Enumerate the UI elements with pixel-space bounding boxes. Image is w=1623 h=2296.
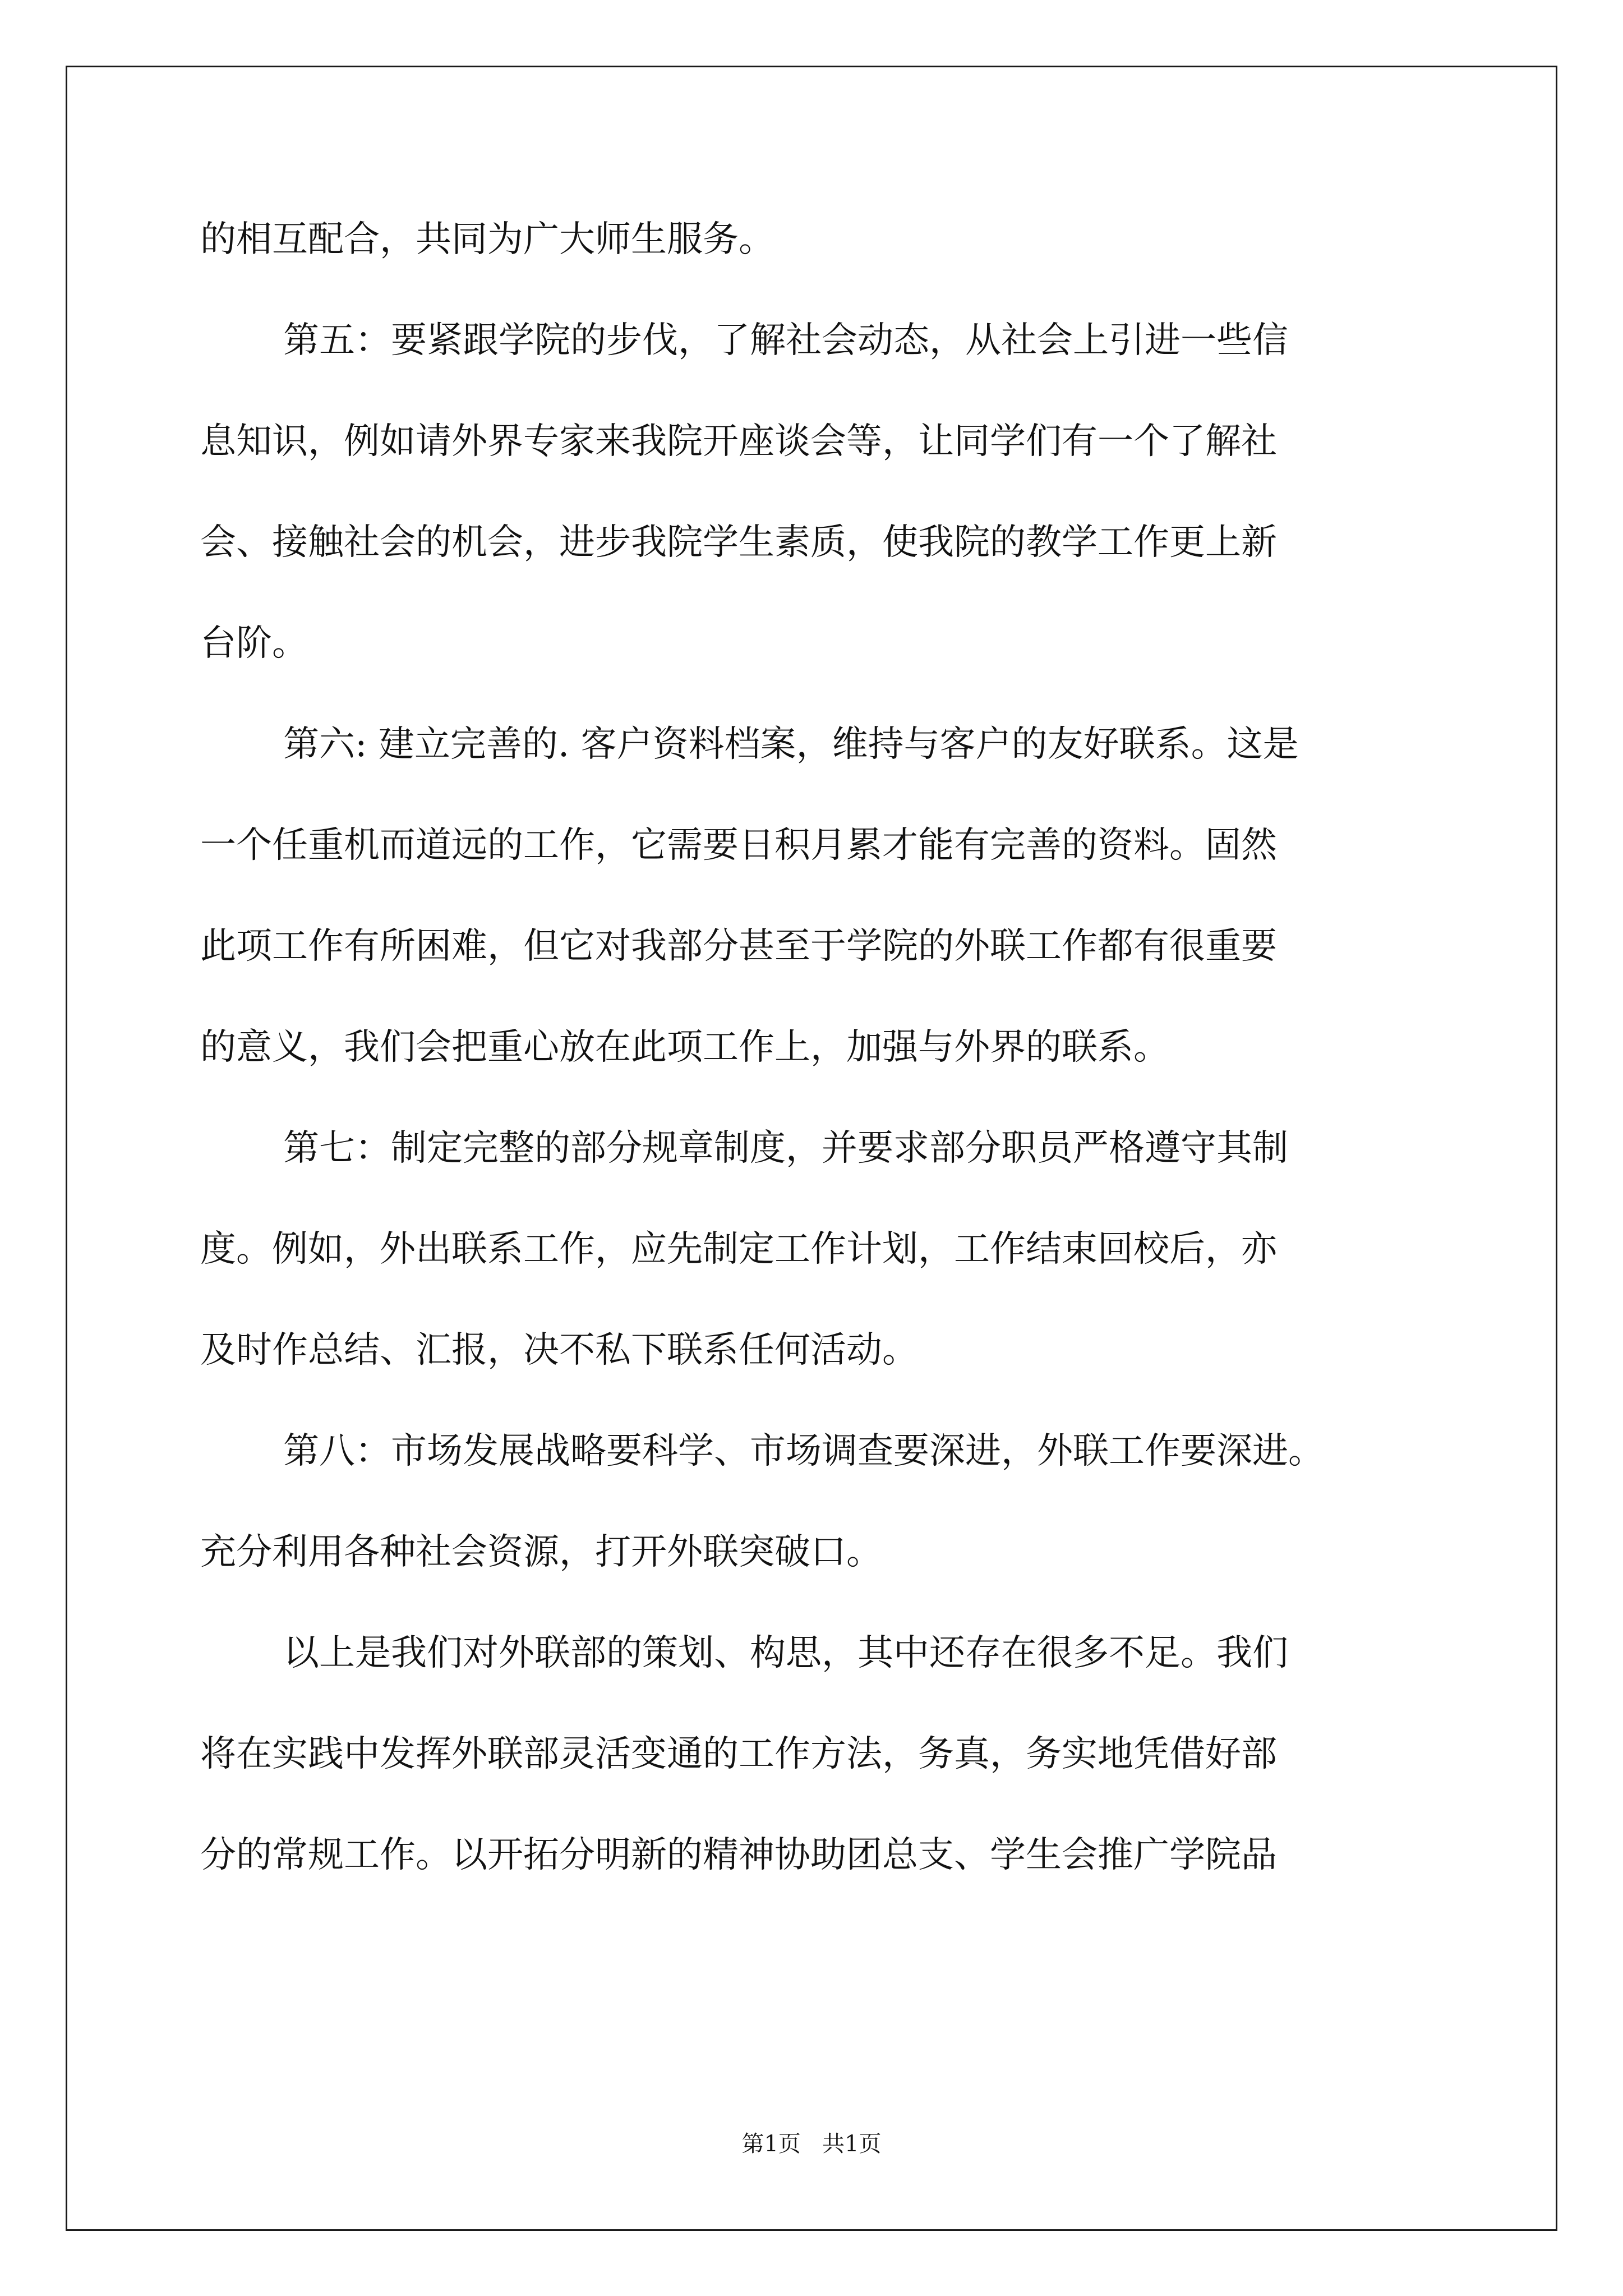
paragraph-start-line: 第七：制定完整的部分规章制度，并要求部分职员严格遵守其制 bbox=[283, 1128, 1288, 1169]
paragraph-start-line: 第五：要紧跟学院的步伐，了解社会动态，从社会上引进一些信 bbox=[283, 320, 1288, 361]
page-number-footer: 第1页 共1页 bbox=[741, 2131, 882, 2157]
text-line: 此项工作有所困难，但它对我部分甚至于学院的外联工作都有很重要 bbox=[200, 926, 1277, 967]
text-line: 台阶。 bbox=[200, 623, 308, 664]
text-line: 及时作总结、汇报，决不私下联系任何活动。 bbox=[200, 1329, 918, 1371]
paragraph-start-line: 第八：市场发展战略要科学、市场调查要深进，外联工作要深进。 bbox=[283, 1430, 1324, 1472]
text-line: 度。例如，外出联系工作，应先制定工作计划，工作结束回校后，亦 bbox=[200, 1228, 1277, 1270]
text-line: 会、接触社会的机会，进步我院学生素质，使我院的教学工作更上新 bbox=[200, 522, 1277, 563]
text-line: 分的常规工作。以开拓分明新的精神协助团总支、学生会推广学院品 bbox=[200, 1834, 1277, 1876]
text-line: 的意义，我们会把重心放在此项工作上，加强与外界的联系。 bbox=[200, 1027, 1169, 1068]
paragraph-start-line: 以上是我们对外联部的策划、构思，其中还存在很多不足。我们 bbox=[283, 1632, 1288, 1674]
text-line: 将在实践中发挥外联部灵活变通的工作方法，务真，务实地凭借好部 bbox=[200, 1733, 1277, 1775]
text-line: 充分利用各种社会资源，打开外联突破口。 bbox=[200, 1531, 882, 1573]
text-line: 息知识，例如请外界专家来我院开座谈会等，让同学们有一个了解社 bbox=[200, 421, 1277, 462]
paragraph-start-line: 第六: 建立完善的. 客户资料档案，维持与客户的友好联系。这是 bbox=[283, 724, 1299, 765]
text-line: 一个任重机而道远的工作，它需要日积月累才能有完善的资料。固然 bbox=[200, 825, 1277, 866]
text-line: 的相互配合，共同为广大师生服务。 bbox=[200, 219, 774, 260]
